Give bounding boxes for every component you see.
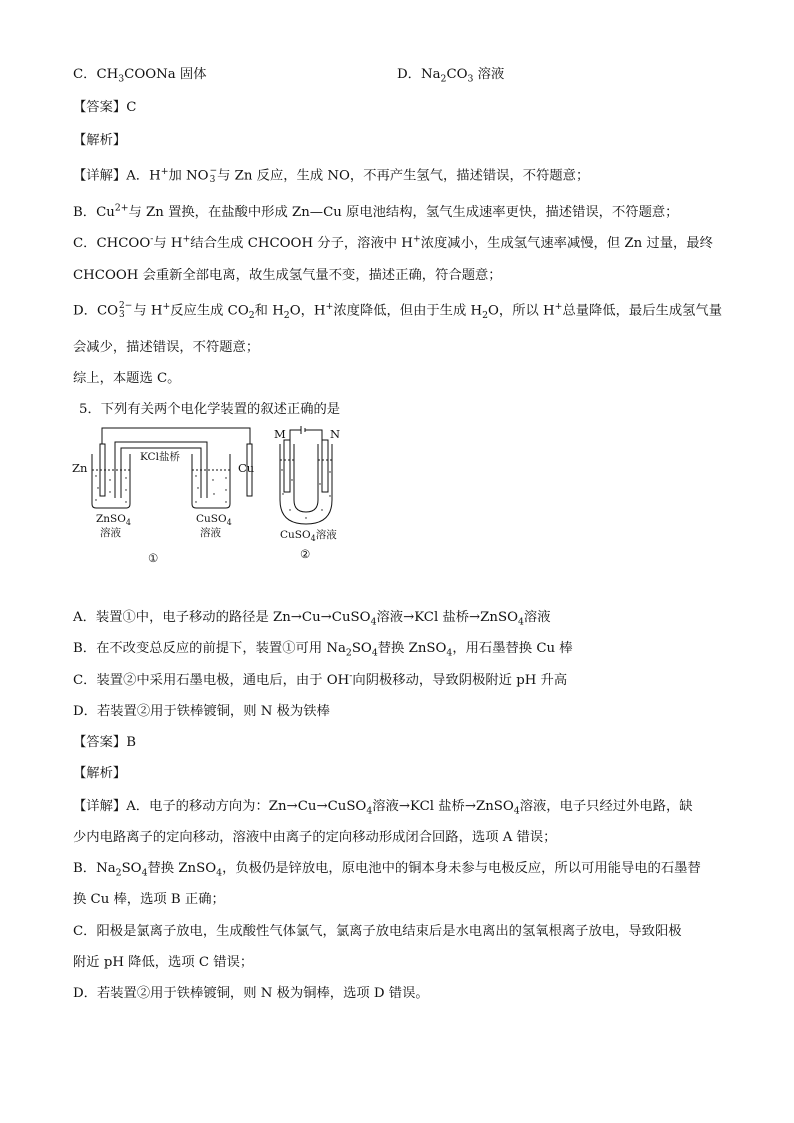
q5-answer (73, 734, 136, 752)
prev-detail-b: B．$Cu^{2+}$与 Zn 置换，在盐酸中形成 Zn—Cu 原电池结构，氢气生成速率更快，描述错误，不符题意； (73, 202, 679, 220)
device2-number: ② (300, 547, 311, 561)
m-label: M (274, 427, 286, 441)
prev-detail-c2: CHCOOH 会重新全部电离，故生成氢气量不变，描述正确，符合题意； (73, 268, 502, 283)
device1-number: ① (148, 551, 159, 565)
prev-summary: 综上，本题选 C。 (73, 371, 181, 386)
question5-stem: 5．下列有关两个电化学装置的叙述正确的是 (79, 402, 341, 417)
prev-option-c: C．$CH_3COONa$ 固体 (73, 67, 207, 85)
device1-right-beaker (192, 454, 230, 508)
n-electrode (322, 440, 328, 492)
prev-detail-a: 【详解】A．H+加 NO − 3 与 Zn 反应，生成 NO，不再产生氢气，描述错误，不符题意； (73, 166, 590, 185)
answer-value: C (126, 100, 137, 115)
right-solution-label: CuSO$_4$ (196, 513, 232, 527)
device2-solution-label: CuSO$_4$溶液 (280, 529, 337, 543)
q5-detail-d: D．若装置②用于铁棒镀铜，则 N 极为铜棒，选项 D 错误。 (73, 986, 429, 1001)
cu-label: Cu (238, 461, 255, 475)
m-electrode (284, 440, 290, 492)
q5-analysis-label: 【解析】 (73, 766, 127, 781)
q5-detail-c1: C．阳极是氯离子放电，生成酸性气体氯气，氯离子放电结束后是水电离出的氢氧根离子放电，导致阳极 (73, 924, 682, 939)
device2 (280, 426, 332, 524)
n-label: N (330, 427, 341, 441)
prev-answer (73, 99, 136, 117)
prev-option-d: D．$Na_2CO_3$ 溶液 (397, 67, 505, 85)
figure-svg (68, 420, 368, 570)
electrochemistry-figure (68, 420, 368, 570)
q5-option-b: B．在不改变总反应的前提下，装置①可用 $Na_2SO_4$替换 ZnSO$_4$，用石墨替换 Cu 棒 (73, 641, 573, 659)
answer-value: B (126, 735, 136, 750)
device1-left-beaker (92, 454, 130, 508)
q5-detail-c2: 附近 pH 降低，选项 C 错误； (73, 955, 254, 970)
right-solution-word: 溶液 (200, 527, 221, 539)
device1 (92, 428, 255, 508)
salt-bridge-label: KCl盐桥 (140, 451, 180, 463)
answer-label: 【答案】 (73, 735, 127, 750)
zn-label: Zn (72, 461, 88, 475)
q5-detail-b2: 换 Cu 棒，选项 B 正确； (73, 892, 225, 907)
q5-option-a: A．装置①中，电子移动的路径是 Zn→Cu→CuSO$_4$溶液→KCl 盐桥→ZnSO$_4$溶液 (73, 610, 551, 628)
q5-option-d: D．若装置②用于铁棒镀铜，则 N 极为铁棒 (73, 704, 330, 719)
left-solution-label: ZnSO$_4$ (96, 513, 131, 527)
q5-detail-b1: B．$Na_2SO_4$替换 ZnSO$_4$，负极仍是锌放电，原电池中的铜本身未参与电极反应，所以可用能导电的石墨替 (73, 861, 701, 879)
device1-wire (102, 428, 250, 446)
q5-option-c: C．装置②中采用石墨电极，通电后，由于 OH-向阴极移动，导致阴极附近 pH 升高 (73, 670, 568, 688)
prev-detail-d2: 会减少，描述错误，不符题意； (73, 340, 260, 355)
prev-detail-d1: D．CO 2− 3 与 H+反应生成 $CO_2$和 $H_2O$，H+浓度降低，但由于生成 $H_2O$，所以 H+总量降低，最后生成氢气量 (73, 301, 723, 322)
prev-detail-c1: C．CHCOO-与 H+结合生成 CHCOOH 分子，溶液中 H+浓度减小，生成氢气速率减慢，但 Zn 过量，最终 (73, 233, 713, 251)
u-tube-inner (294, 444, 318, 512)
q5-detail-a2: 少内电路离子的定向移动，溶液中由离子的定向移动形成闭合回路，选项 A 错误； (73, 830, 557, 845)
prev-analysis-label: 【解析】 (73, 133, 127, 148)
left-solution-word: 溶液 (100, 527, 121, 539)
q5-detail-a1: 【详解】A．电子的移动方向为：Zn→Cu→CuSO$_4$溶液→KCl 盐桥→ZnSO$_4$溶液，电子只经过外电路，缺 (73, 799, 693, 817)
answer-label: 【答案】 (73, 100, 127, 115)
